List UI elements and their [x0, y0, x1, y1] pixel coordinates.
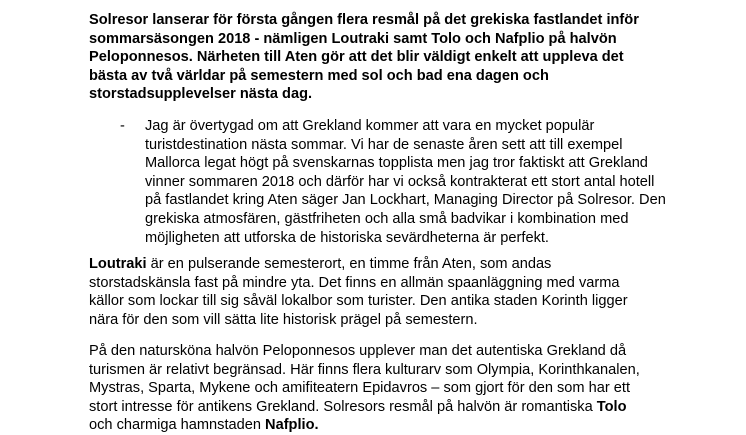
quote-line: turistdestination nästa sommar. Vi har de senaste åren sett att till exempel: [145, 136, 623, 153]
peloponnesos-paragraph: [89, 342, 739, 435]
nafplio-bold: Nafplio.: [265, 417, 319, 434]
lead-line: Peloponnesos. Närheten till Aten gör att det blir väldigt enkelt att uppleva det: [89, 49, 624, 66]
quote-line: Jag är övertygad om att Grekland kommer att vara en mycket populär: [145, 118, 595, 134]
quote-line: grekiska atmosfären, gästfriheten och alla små badvikar i kombination med: [145, 210, 629, 227]
loutraki-line-rest: är en pulserande semesterort, en timme från Aten, som andas: [146, 256, 552, 272]
loutraki-paragraph: [89, 255, 739, 329]
quote-line: Mallorca legat högt på svenskarnas topplista men jag tror faktiskt att Grekland: [145, 155, 648, 172]
peloponnesos-last-line: [89, 416, 739, 435]
loutraki-first-line: [89, 255, 739, 274]
lead-line: storstadsupplevelser nästa dag.: [89, 86, 313, 103]
lead-line: Solresor lanserar för första gången flera resmål på det grekiska fastlandet inför: [89, 12, 639, 28]
lead-line: sommarsäsongen 2018 - nämligen Loutraki samt Tolo och Nafplio på halvön: [89, 30, 617, 47]
lead-paragraph: [89, 11, 729, 104]
tolo-bold: Tolo: [596, 398, 627, 415]
quote-line: vinner sommaren 2018 och därför har vi också kontrakterat ett stort antal hotell: [145, 173, 655, 190]
quote-line: möjligheten att utforska de historiska sevärdheterna är perfekt.: [145, 229, 549, 246]
loutraki-line: storstadskänsla fast på mindre yta. Det finns en allmän spaanläggning med varma: [89, 274, 620, 291]
lead-line: bästa av två världar på semestern med sol och bad ena dagen och: [89, 67, 549, 84]
peloponnesos-line: turismen är relativt begränsad. Här finns flera kulturarv som Olympia, Korinthkanalen,: [89, 361, 640, 378]
loutraki-line: nära för den som vill sätta lite historisk prägel på semestern.: [89, 311, 478, 328]
peloponnesos-line: stort intresse för antikens Grekland. Solresors resmål på halvön är romantiska: [89, 398, 593, 415]
loutraki-line: källor som lockar till sig såväl lokalbor som turister. Den antika staden Korinth ligger: [89, 293, 628, 310]
list-dash: -: [120, 118, 125, 134]
quote-line: på fastlandet kring Aten säger Jan Lockhart, Managing Director på Solresor. Den: [145, 192, 666, 209]
peloponnesos-last-line-start: och charmiga hamnstaden: [89, 417, 266, 434]
peloponnesos-line: Mystras, Sparta, Mykene och amifiteatern Epidavros – som gjort för den som har ett: [89, 380, 631, 397]
quote-text: [145, 117, 745, 247]
peloponnesos-line: På den natursköna halvön Peloponnesos upplever man det autentiska Grekland då: [89, 343, 627, 359]
peloponnesos-line-with-tolo: [89, 398, 739, 417]
loutraki-bold: Loutraki: [89, 256, 147, 272]
